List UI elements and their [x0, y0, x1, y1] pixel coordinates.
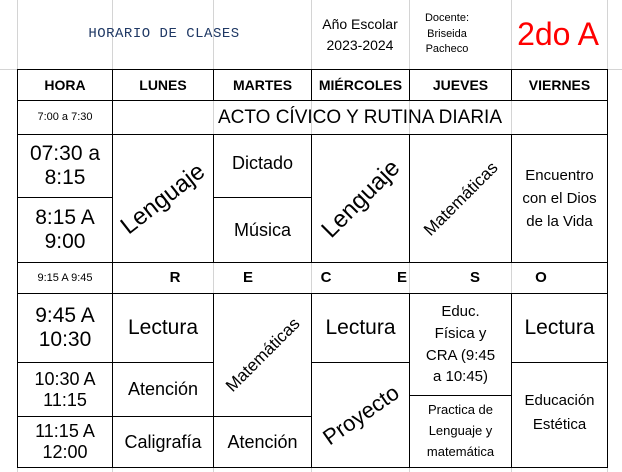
- thursday-educ-line: Educ.: [441, 303, 480, 320]
- thursday-practica-line: Practica de: [427, 402, 494, 418]
- time-start: 11:15 A: [35, 421, 95, 442]
- school-year-label: Año Escolar: [322, 16, 398, 33]
- recess-letter: E: [242, 269, 254, 286]
- friday-encuentro-line: Encuentro: [525, 166, 594, 184]
- friday-encuentro-cell: [511, 134, 608, 263]
- wednesday-proyecto-label: Proyecto: [317, 379, 404, 451]
- teacher-last-name: Pacheco: [425, 43, 469, 56]
- time-end: 11:15: [43, 389, 87, 410]
- time-slot-0915: 9:15 A 9:45: [17, 262, 113, 294]
- time-end: 8:15: [44, 166, 86, 189]
- wednesday-proyecto-cell: [311, 362, 410, 468]
- recess-letter: O: [535, 269, 547, 286]
- col-header-viernes: VIERNES: [511, 69, 608, 101]
- school-year: [311, 0, 409, 69]
- time-slot-0730: [17, 134, 113, 198]
- col-header-miercoles: MIÉRCOLES: [311, 69, 410, 101]
- thursday-practica-cell: [409, 395, 512, 468]
- tuesday-matematicas-cell: [213, 293, 312, 417]
- wednesday-lectura-cell: Lectura: [311, 293, 410, 363]
- friday-estetica-line: Educación: [524, 392, 595, 409]
- time-slot-1115: [17, 416, 113, 468]
- teacher-info: [409, 0, 511, 69]
- thursday-matematicas-cell: [409, 134, 512, 263]
- friday-lectura-cell: Lectura: [511, 293, 608, 363]
- thursday-educ-line: CRA (9:45: [425, 346, 496, 364]
- monday-lectura-cell: Lectura: [112, 293, 214, 363]
- recess-row: [112, 262, 608, 294]
- thursday-matematicas-label: Matemáticas: [419, 157, 502, 240]
- friday-encuentro-line: con el Dios: [522, 189, 597, 207]
- recess-letter: E: [396, 269, 408, 286]
- tuesday-matematicas-label: Matemáticas: [221, 314, 304, 396]
- col-header-hora: HORA: [17, 69, 113, 101]
- time-slot-0815: [17, 197, 113, 263]
- monday-caligrafia-cell: Caligrafía: [112, 416, 214, 468]
- acto-civico-cell: ACTO CÍVICO Y RUTINA DIARIA: [112, 100, 608, 135]
- recess-letter: C: [320, 269, 332, 286]
- time-slot-0945: [17, 293, 113, 363]
- time-end: 9:00: [44, 230, 86, 253]
- recess-letter: R: [169, 269, 181, 286]
- monday-lenguaje-label: Lenguaje: [115, 157, 211, 240]
- col-header-martes: MARTES: [213, 69, 312, 101]
- thursday-practica-line: Lenguaje y: [428, 423, 493, 439]
- tuesday-dictado-cell: Dictado: [213, 134, 312, 198]
- recess-letter: S: [469, 269, 481, 286]
- monday-atencion-cell: Atención: [112, 362, 214, 417]
- monday-lenguaje-cell: [112, 134, 214, 263]
- time-start: 9:45 A: [35, 303, 95, 327]
- friday-encuentro-line: de la Vida: [526, 213, 593, 231]
- wednesday-lenguaje-cell: [311, 134, 410, 263]
- time-start: 8:15 A: [35, 205, 95, 229]
- time-start: 10:30 A: [34, 368, 96, 389]
- grade-label: 2do A: [517, 16, 599, 53]
- time-slot-0700: 7:00 a 7:30: [17, 100, 113, 135]
- col-header-lunes: LUNES: [112, 69, 214, 101]
- time-slot-1030: [17, 362, 113, 417]
- thursday-educ-line: Física y: [434, 324, 487, 342]
- thursday-educ-line: a 10:45): [432, 368, 489, 386]
- school-year-value: 2023-2024: [326, 36, 394, 53]
- time-end: 10:30: [38, 328, 92, 351]
- col-header-jueves: JUEVES: [409, 69, 512, 101]
- thursday-practica-line: matemática: [426, 443, 495, 459]
- tuesday-atencion-cell: Atención: [213, 416, 312, 468]
- wednesday-lenguaje-label: Lenguaje: [315, 153, 405, 243]
- time-start: 07:30 a: [29, 141, 101, 165]
- thursday-educ-fisica-cell: [409, 293, 512, 396]
- tuesday-musica-cell: Música: [213, 197, 312, 263]
- time-end: 12:00: [42, 442, 88, 462]
- teacher-first-name: Briseida: [427, 27, 467, 40]
- teacher-label: Docente:: [424, 12, 470, 25]
- friday-estetica-line: Estética: [532, 416, 587, 433]
- schedule-title: HORARIO DE CLASES: [88, 26, 240, 43]
- friday-estetica-cell: [511, 362, 608, 468]
